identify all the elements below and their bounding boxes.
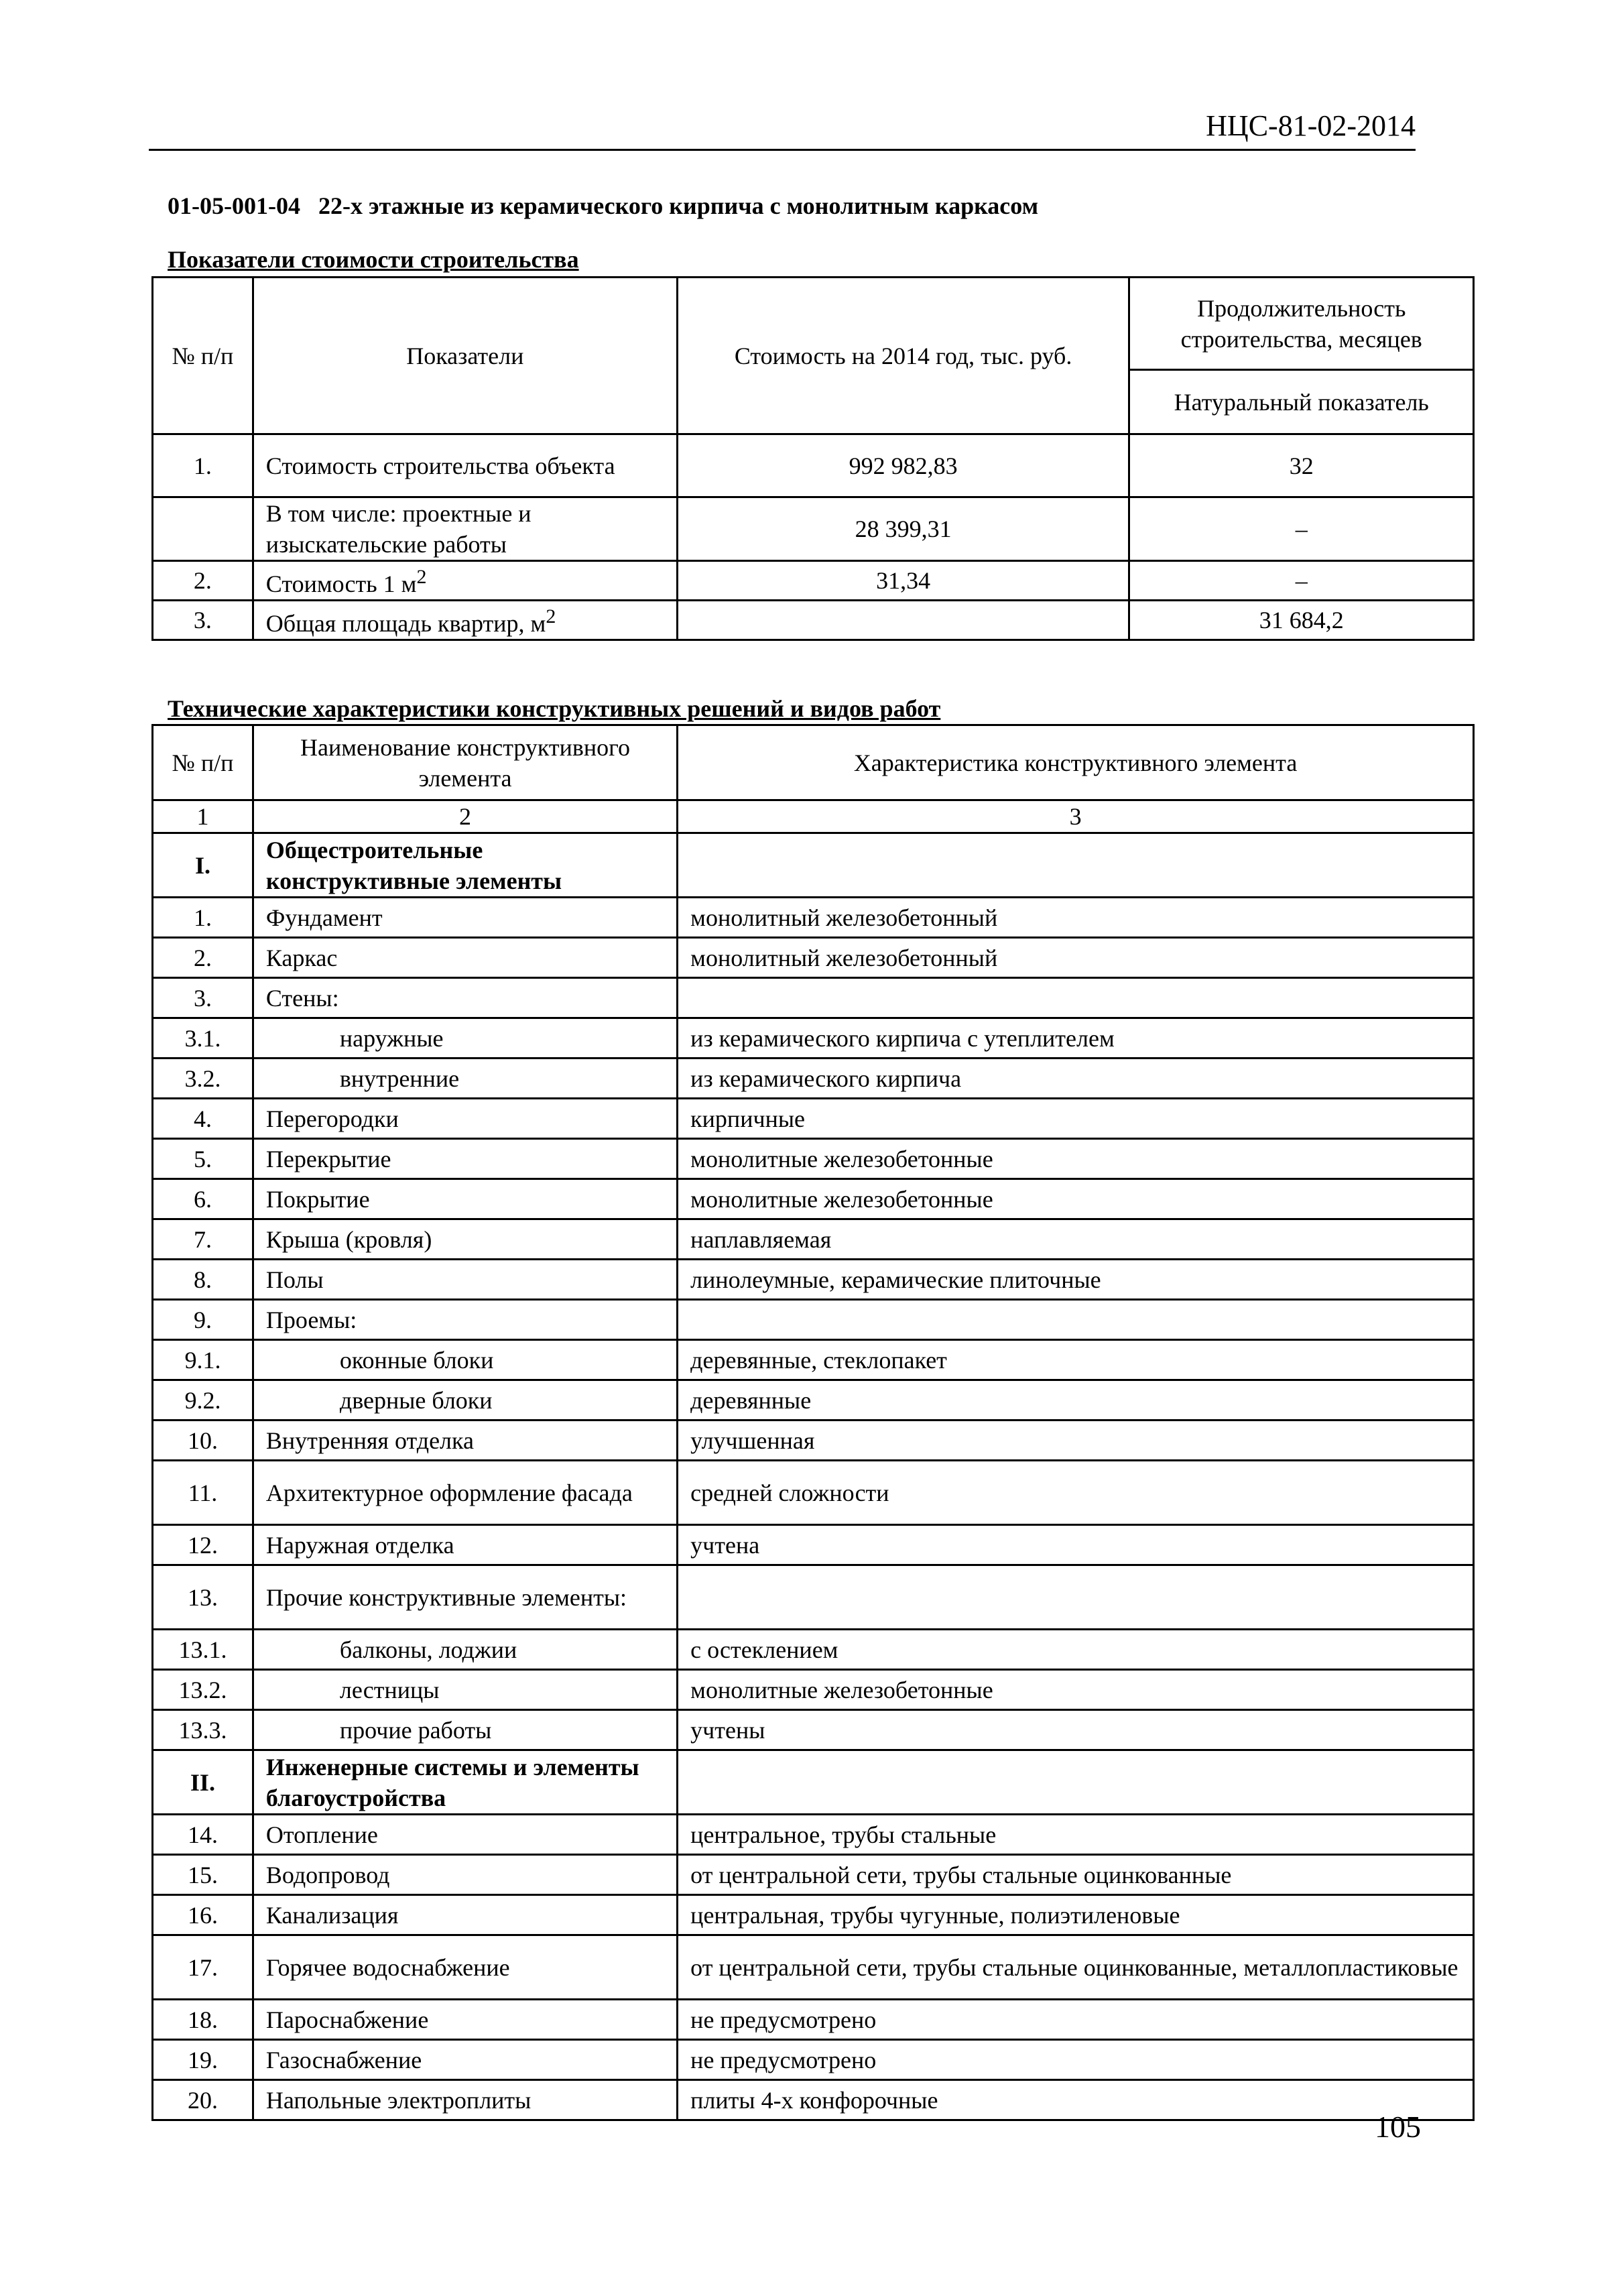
row-num: I. bbox=[153, 833, 253, 898]
row-characteristic: кирпичные bbox=[678, 1099, 1474, 1139]
row-num: 17. bbox=[153, 1935, 253, 2000]
row-value: 31 684,2 bbox=[1129, 601, 1474, 640]
table-row bbox=[153, 1018, 1474, 1059]
row-num: 7. bbox=[153, 1219, 253, 1260]
table-row bbox=[153, 1525, 1474, 1565]
header-cost: Стоимость на 2014 год, тыс. руб. bbox=[677, 278, 1129, 434]
row-element-name: Отопление bbox=[253, 1815, 677, 1855]
row-cost: 31,34 bbox=[677, 561, 1129, 601]
row-element-name: Каркас bbox=[253, 938, 677, 978]
row-num: 13.2. bbox=[153, 1670, 253, 1710]
row-element-name: Архитектурное оформление фасада bbox=[253, 1461, 677, 1525]
row-num: 16. bbox=[153, 1895, 253, 1935]
row-characteristic: средней сложности bbox=[678, 1461, 1474, 1525]
row-characteristic bbox=[678, 978, 1474, 1018]
table-row bbox=[153, 1935, 1474, 2000]
row-cost bbox=[677, 601, 1129, 640]
table-row bbox=[153, 1300, 1474, 1340]
row-element-name: Перекрытие bbox=[253, 1139, 677, 1179]
table-row bbox=[153, 1855, 1474, 1895]
row-element-name: Водопровод bbox=[253, 1855, 677, 1895]
table-row bbox=[153, 1179, 1474, 1219]
row-characteristic: линолеумные, керамические плиточные bbox=[678, 1260, 1474, 1300]
row-value: – bbox=[1129, 497, 1474, 561]
row-characteristic: от центральной сети, трубы стальные оцинкованные bbox=[678, 1855, 1474, 1895]
row-characteristic: не предусмотрено bbox=[678, 2000, 1474, 2040]
row-num: 3. bbox=[153, 601, 253, 640]
row-name-text: Стоимость 1 м bbox=[265, 570, 417, 597]
row-element-name: Горячее водоснабжение bbox=[253, 1935, 677, 2000]
row-element-name: Полы bbox=[253, 1260, 677, 1300]
row-num bbox=[153, 497, 253, 561]
row-characteristic: монолитный железобетонный bbox=[678, 938, 1474, 978]
row-name-sup: 2 bbox=[546, 605, 556, 627]
table-row bbox=[153, 938, 1474, 978]
row-num: 18. bbox=[153, 2000, 253, 2040]
table-row bbox=[153, 1895, 1474, 1935]
row-characteristic: монолитные железобетонные bbox=[678, 1670, 1474, 1710]
row-name bbox=[253, 601, 677, 640]
row-characteristic: учтены bbox=[678, 1710, 1474, 1750]
table-row bbox=[153, 978, 1474, 1018]
row-characteristic bbox=[678, 1750, 1474, 1815]
table-row bbox=[153, 1565, 1474, 1630]
header-characteristic: Характеристика конструктивного элемента bbox=[678, 725, 1474, 800]
page-number: 105 bbox=[1375, 2110, 1421, 2144]
row-element-name: Пароснабжение bbox=[253, 2000, 677, 2040]
table-row bbox=[153, 1340, 1474, 1380]
row-element-name: Напольные электроплиты bbox=[253, 2080, 677, 2120]
header-rule bbox=[149, 149, 1416, 151]
title-text: 22-х этажные из керамического кирпича с монолитным каркасом bbox=[318, 192, 1039, 219]
row-num: 13.3. bbox=[153, 1710, 253, 1750]
row-num: 9.1. bbox=[153, 1340, 253, 1380]
row-num: 12. bbox=[153, 1525, 253, 1565]
row-characteristic: монолитные железобетонные bbox=[678, 1139, 1474, 1179]
title-code: 01-05-001-04 bbox=[168, 192, 300, 219]
row-characteristic: с остеклением bbox=[678, 1630, 1474, 1670]
document-title bbox=[168, 192, 1038, 220]
row-value: 32 bbox=[1129, 434, 1474, 497]
row-characteristic: учтена bbox=[678, 1525, 1474, 1565]
table-row bbox=[153, 1059, 1474, 1099]
table-row bbox=[153, 833, 1474, 898]
table-row bbox=[153, 1380, 1474, 1421]
header-element-name: Наименование конструктивного элемента bbox=[253, 725, 677, 800]
row-element-name: Канализация bbox=[253, 1895, 677, 1935]
row-num: 19. bbox=[153, 2040, 253, 2080]
row-name: Стоимость строительства объекта bbox=[253, 434, 677, 497]
row-element-name: лестницы bbox=[253, 1670, 677, 1710]
row-num: 13. bbox=[153, 1565, 253, 1630]
header-num: № п/п bbox=[153, 725, 253, 800]
row-num: 3.1. bbox=[153, 1018, 253, 1059]
row-element-name: Крыша (кровля) bbox=[253, 1219, 677, 1260]
table-row bbox=[153, 1219, 1474, 1260]
row-num: 3.2. bbox=[153, 1059, 253, 1099]
row-num: 3. bbox=[153, 978, 253, 1018]
row-characteristic: из керамического кирпича с утеплителем bbox=[678, 1018, 1474, 1059]
row-element-name: внутренние bbox=[253, 1059, 677, 1099]
table-row bbox=[153, 2080, 1474, 2120]
cost-section-title: Показатели стоимости строительства bbox=[168, 246, 579, 273]
header-natural: Натуральный показатель bbox=[1129, 370, 1474, 434]
row-num: 5. bbox=[153, 1139, 253, 1179]
row-element-name: балконы, лоджии bbox=[253, 1630, 677, 1670]
header-indicators: Показатели bbox=[253, 278, 677, 434]
table-row bbox=[153, 1139, 1474, 1179]
row-num: 6. bbox=[153, 1179, 253, 1219]
row-num: 1. bbox=[153, 434, 253, 497]
tech-characteristics-table bbox=[151, 724, 1475, 2121]
col-number: 3 bbox=[678, 800, 1474, 833]
row-element-name: Стены: bbox=[253, 978, 677, 1018]
table-row bbox=[153, 2000, 1474, 2040]
row-characteristic bbox=[678, 1300, 1474, 1340]
row-num: 20. bbox=[153, 2080, 253, 2120]
col-number: 1 bbox=[153, 800, 253, 833]
row-num: 9. bbox=[153, 1300, 253, 1340]
row-name-text: Общая площадь квартир, м bbox=[265, 610, 546, 637]
row-element-name: Наружная отделка bbox=[253, 1525, 677, 1565]
row-element-name: Инженерные системы и элементы благоустройства bbox=[253, 1750, 677, 1815]
row-num: 4. bbox=[153, 1099, 253, 1139]
table-row bbox=[153, 1750, 1474, 1815]
row-characteristic bbox=[678, 833, 1474, 898]
row-characteristic: не предусмотрено bbox=[678, 2040, 1474, 2080]
row-characteristic: улучшенная bbox=[678, 1421, 1474, 1461]
row-num: 2. bbox=[153, 561, 253, 601]
row-element-name: Прочие конструктивные элементы: bbox=[253, 1565, 677, 1630]
table-row bbox=[153, 1099, 1474, 1139]
row-characteristic: монолитный железобетонный bbox=[678, 898, 1474, 938]
row-characteristic: из керамического кирпича bbox=[678, 1059, 1474, 1099]
row-name: В том числе: проектные и изыскательские работы bbox=[253, 497, 677, 561]
row-name bbox=[253, 561, 677, 601]
row-num: 1. bbox=[153, 898, 253, 938]
row-num: 14. bbox=[153, 1815, 253, 1855]
row-element-name: Общестроительные конструктивные элементы bbox=[253, 833, 677, 898]
row-num: 13.1. bbox=[153, 1630, 253, 1670]
row-value: – bbox=[1129, 561, 1474, 601]
table-row bbox=[153, 1670, 1474, 1710]
row-characteristic: от центральной сети, трубы стальные оцинкованные, металлопластиковые bbox=[678, 1935, 1474, 2000]
table-row bbox=[153, 1710, 1474, 1750]
table-row bbox=[153, 898, 1474, 938]
row-element-name: дверные блоки bbox=[253, 1380, 677, 1421]
row-element-name: Газоснабжение bbox=[253, 2040, 677, 2080]
row-cost: 992 982,83 bbox=[677, 434, 1129, 497]
row-element-name: Внутренняя отделка bbox=[253, 1421, 677, 1461]
row-element-name: Перегородки bbox=[253, 1099, 677, 1139]
row-characteristic: монолитные железобетонные bbox=[678, 1179, 1474, 1219]
row-element-name: Покрытие bbox=[253, 1179, 677, 1219]
table-row bbox=[153, 1815, 1474, 1855]
header-duration: Продолжительность строительства, месяцев bbox=[1129, 278, 1474, 370]
row-num: 9.2. bbox=[153, 1380, 253, 1421]
row-characteristic: деревянные, стеклопакет bbox=[678, 1340, 1474, 1380]
cost-indicators-table bbox=[151, 276, 1475, 641]
row-element-name: Фундамент bbox=[253, 898, 677, 938]
row-characteristic bbox=[678, 1565, 1474, 1630]
row-num: 15. bbox=[153, 1855, 253, 1895]
table-row bbox=[153, 1461, 1474, 1525]
row-num: 10. bbox=[153, 1421, 253, 1461]
row-cost: 28 399,31 bbox=[677, 497, 1129, 561]
row-characteristic: центральная, трубы чугунные, полиэтиленовые bbox=[678, 1895, 1474, 1935]
row-characteristic: наплавляемая bbox=[678, 1219, 1474, 1260]
row-name-sup: 2 bbox=[416, 566, 427, 588]
row-element-name: наружные bbox=[253, 1018, 677, 1059]
table-row bbox=[153, 1421, 1474, 1461]
row-element-name: Проемы: bbox=[253, 1300, 677, 1340]
header-num: № п/п bbox=[153, 278, 253, 434]
row-element-name: оконные блоки bbox=[253, 1340, 677, 1380]
document-code: НЦС-81-02-2014 bbox=[1206, 109, 1416, 142]
col-number: 2 bbox=[253, 800, 677, 833]
table-row bbox=[153, 1630, 1474, 1670]
row-characteristic: центральное, трубы стальные bbox=[678, 1815, 1474, 1855]
row-element-name: прочие работы bbox=[253, 1710, 677, 1750]
table-row bbox=[153, 1260, 1474, 1300]
row-characteristic: деревянные bbox=[678, 1380, 1474, 1421]
row-num: 8. bbox=[153, 1260, 253, 1300]
table-row bbox=[153, 2040, 1474, 2080]
row-num: 2. bbox=[153, 938, 253, 978]
row-num: II. bbox=[153, 1750, 253, 1815]
row-num: 11. bbox=[153, 1461, 253, 1525]
row-characteristic: плиты 4-х конфорочные bbox=[678, 2080, 1474, 2120]
tech-section-title: Технические характеристики конструктивных решений и видов работ bbox=[168, 695, 941, 722]
